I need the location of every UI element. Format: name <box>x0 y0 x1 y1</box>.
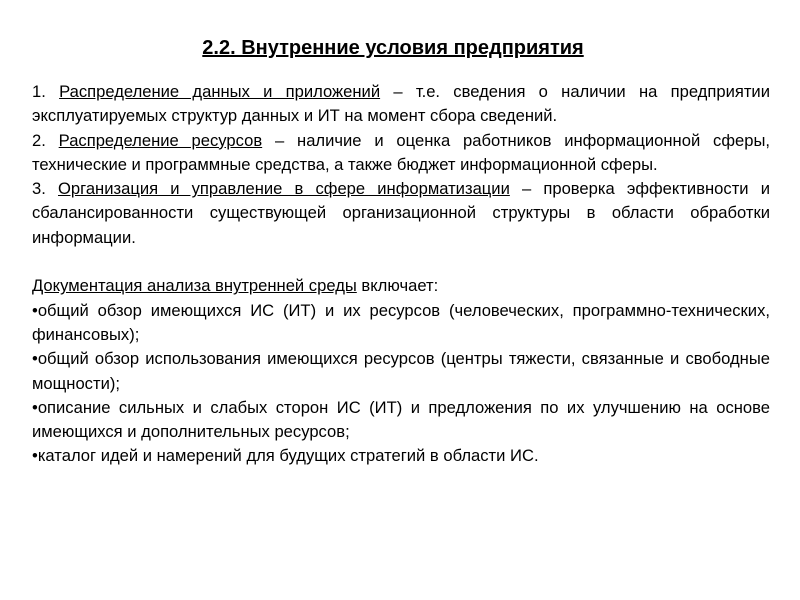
paragraph-spacer <box>32 250 770 274</box>
condition-item-1 <box>32 80 770 129</box>
condition-description: – проверка эффективности и сбалансированности существующей организационной структуры в области обработки информации. <box>32 179 770 247</box>
condition-item-2 <box>32 129 770 178</box>
slide-title: 2.2. Внутренние условия предприятия <box>202 37 584 59</box>
bullet-icon: • <box>32 446 38 466</box>
condition-number: 1. <box>32 82 46 101</box>
bullet-text: общий обзор использования имеющихся ресурсов (центры тяжести, связанные и свободные мощности); <box>32 349 770 393</box>
slide-body <box>32 80 770 469</box>
bullet-item-1 <box>32 299 770 348</box>
bullet-icon: • <box>32 349 38 369</box>
bullet-icon: • <box>32 300 38 320</box>
condition-description: – наличие и оценка работников информационной сферы, технические и программные средства, а также бюджет информационной сферы. <box>32 130 770 174</box>
bullet-text: каталог идей и намерений для будущих стратегий в области ИС. <box>37 446 539 466</box>
bullet-item-2 <box>32 347 770 396</box>
condition-term: Распределение ресурсов <box>58 130 263 150</box>
condition-number: 2. <box>32 130 46 150</box>
condition-item-3 <box>32 177 770 250</box>
documentation-heading-suffix: включает: <box>356 276 439 296</box>
bullet-icon: • <box>32 397 38 417</box>
bullet-text: описание сильных и слабых сторон ИС (ИТ) и предложения по их улучшению на основе имеющихся и дополнительных ресурсов; <box>32 397 770 442</box>
condition-number: 3. <box>32 179 46 199</box>
documentation-heading <box>32 274 770 298</box>
bullet-item-4 <box>32 444 770 468</box>
documentation-heading-text: Документация анализа внутренней среды <box>32 276 357 296</box>
bullet-item-3 <box>32 396 770 445</box>
condition-term: Организация и управление в сфере информатизации <box>58 179 510 199</box>
condition-description: – т.е. сведения о наличии на предприятии эксплуатируемых структур данных и ИТ на момент сбора сведений. <box>32 82 770 126</box>
condition-term: Распределение данных и приложений <box>59 82 381 101</box>
bullet-text: общий обзор имеющихся ИС (ИТ) и их ресурсов (человеческих, программно-технических, финансовых); <box>32 300 770 344</box>
